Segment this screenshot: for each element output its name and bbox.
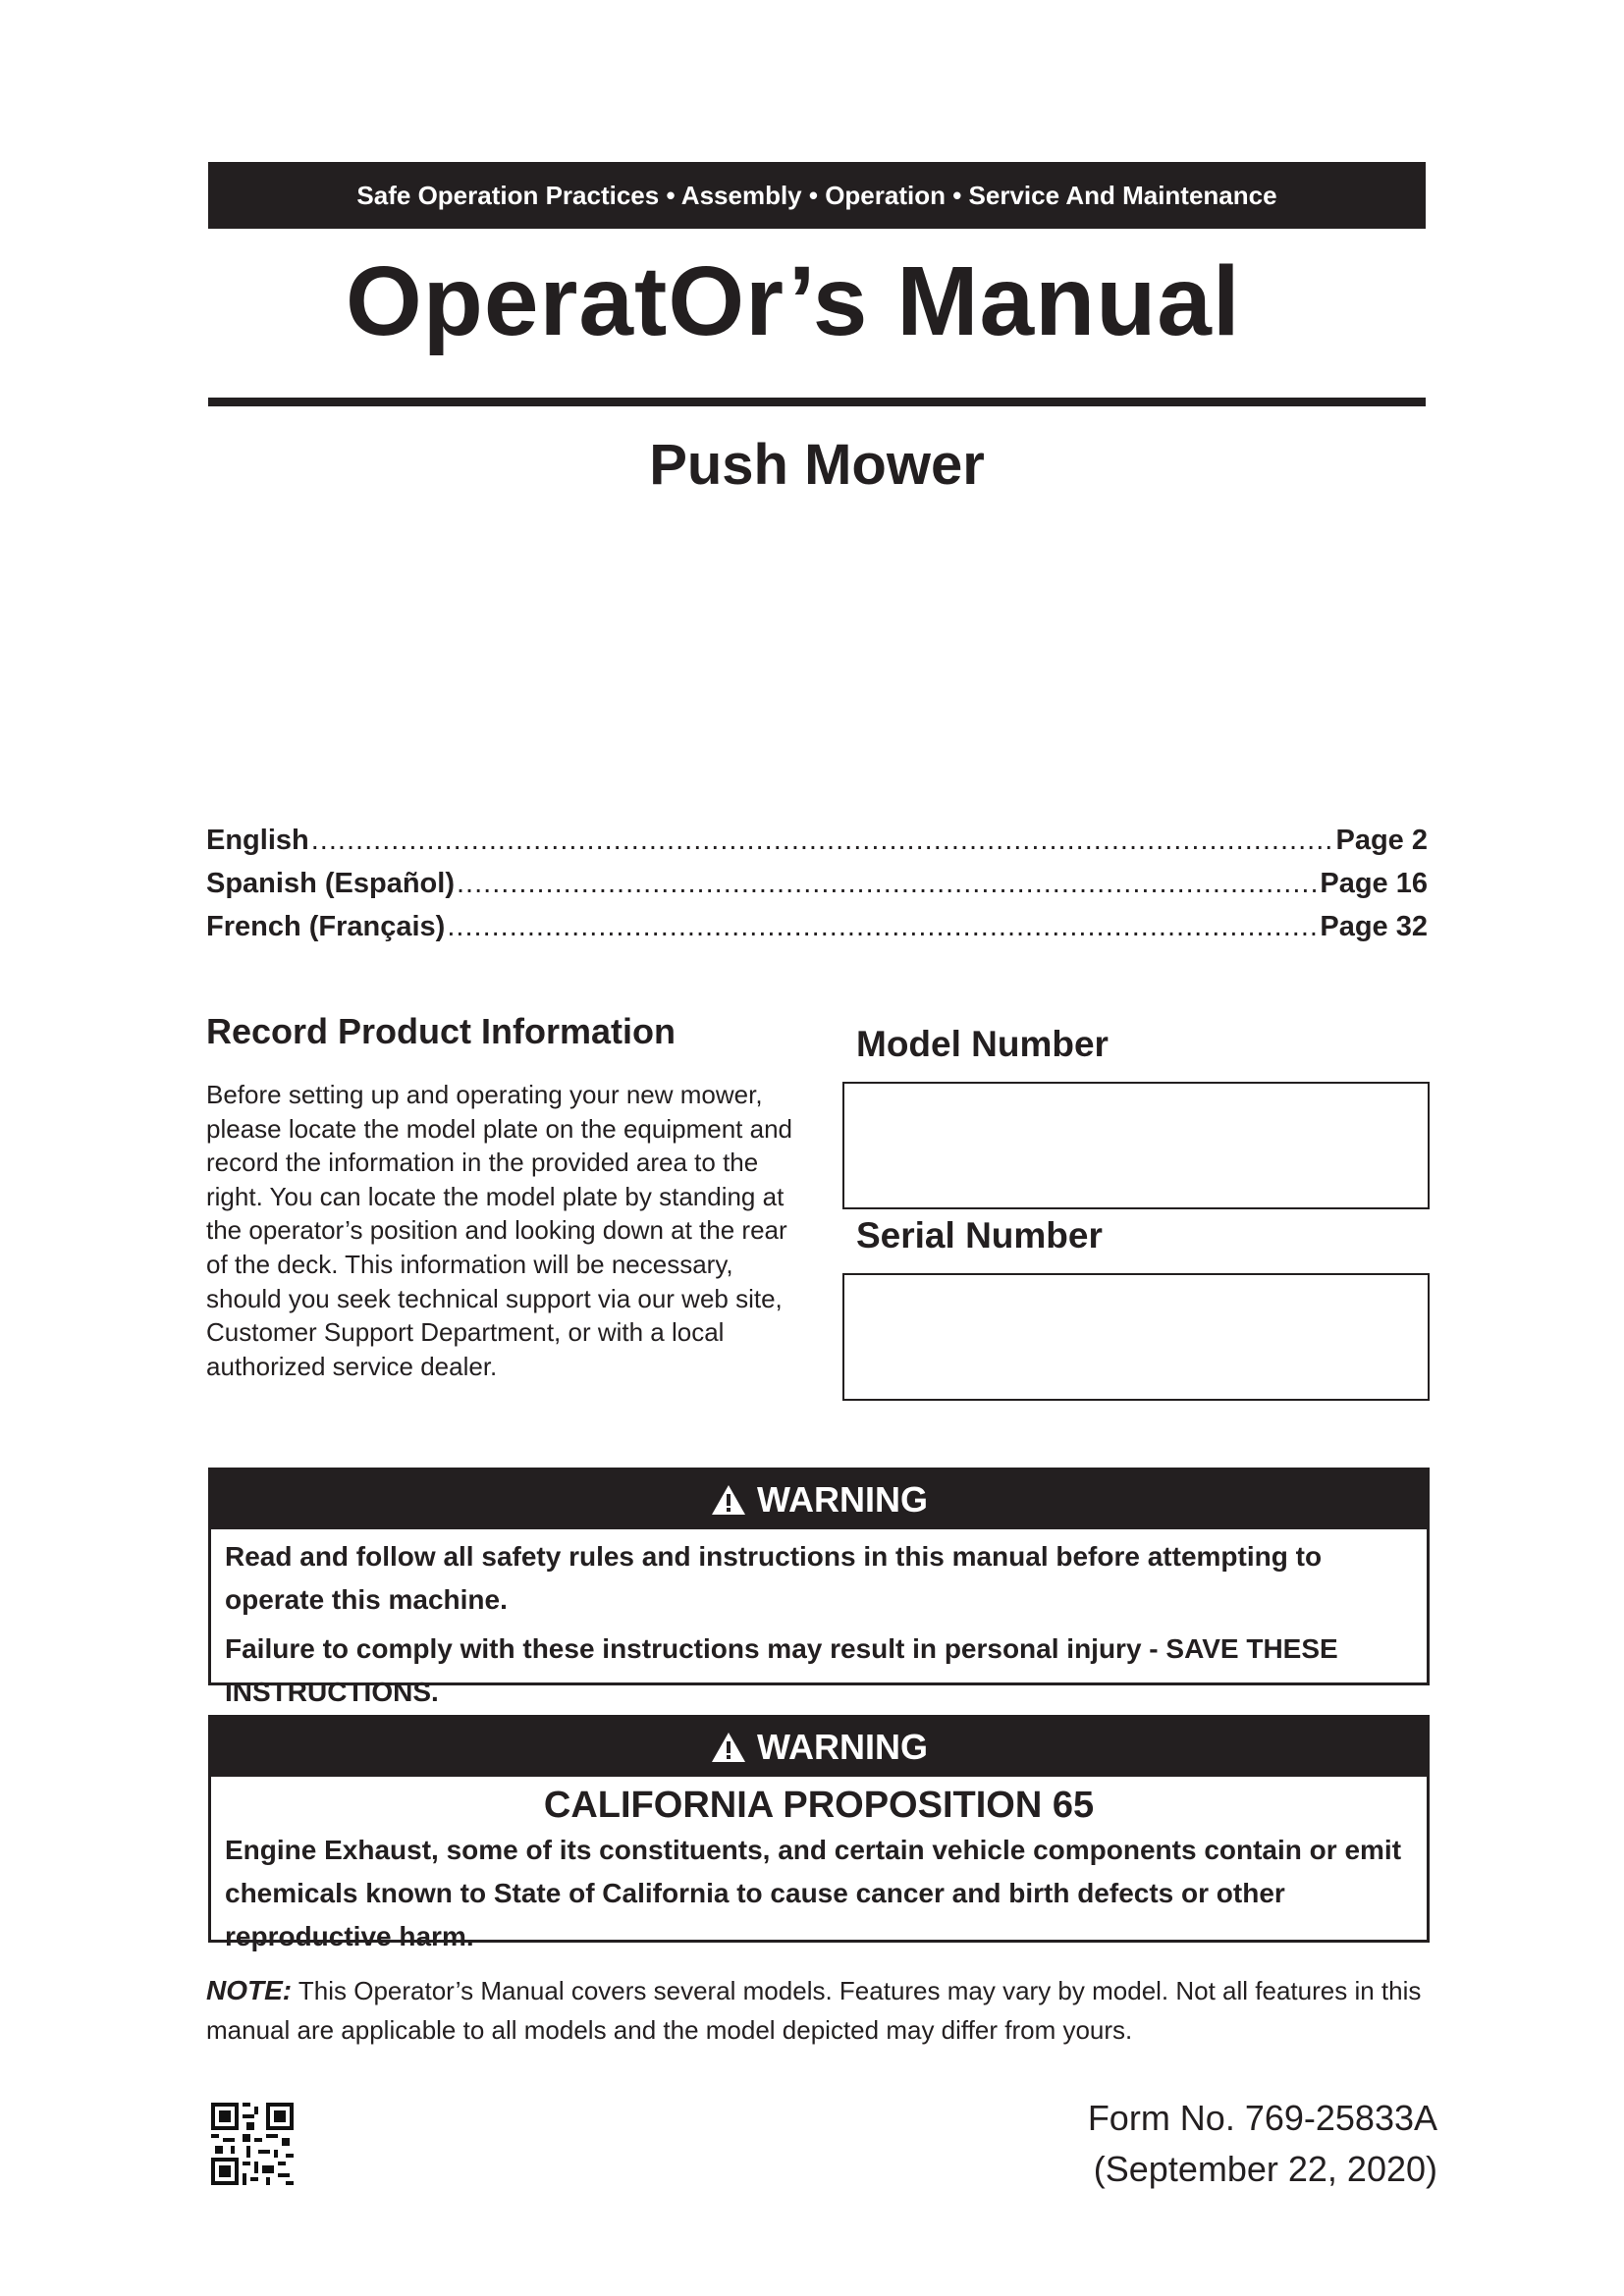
warning-header — [211, 1470, 1427, 1529]
prop65-title: CALIFORNIA PROPOSITION 65 — [543, 1785, 1095, 1826]
toc-language: Spanish (Español) — [206, 868, 455, 899]
toc-language: English — [206, 825, 309, 856]
model-number-label: Model Number — [856, 1024, 1109, 1064]
form-info — [1088, 2093, 1437, 2195]
note-text: This Operator’s Manual covers several models. Features may vary by model. Not all features in this manual are applicable to all models and the model depicted may differ from yours. — [206, 1976, 1422, 2045]
toc-leader — [457, 868, 1318, 900]
toc-row-spanish[interactable] — [206, 868, 1428, 911]
prop65-warning-box — [208, 1715, 1430, 1951]
warning-triangle-icon — [710, 1731, 747, 1764]
title-divider — [208, 398, 1426, 406]
language-index — [206, 825, 1428, 954]
warning-header — [211, 1718, 1427, 1777]
product-subtitle: Push Mower — [649, 433, 985, 497]
toc-language: French (Français) — [206, 911, 446, 942]
form-number: Form No. 769-25833A — [1087, 2098, 1437, 2138]
record-info-body: Before setting up and operating your new mower, please locate the model plate on the equipment and record the information in the provided area to the right. You can locate the model plate by standing at the operator’s position and looking down at the rear of the deck. This information will be necessary, should you seek technical support via our web site, Customer Support Department, or with a local authorized service dealer. — [206, 1080, 792, 1381]
topbar-text: Safe Operation Practices • Assembly • Operation • Service And Maintenance — [356, 180, 1277, 210]
warning-save-instructions: Failure to comply with these instructions may result in personal injury - SAVE THESE INSTRUCTIONS. — [225, 1633, 1338, 1707]
serial-number-label: Serial Number — [856, 1215, 1103, 1255]
warning-instruction: Read and follow all safety rules and instructions in this manual before attempting to operate this machine. — [225, 1541, 1323, 1615]
manual-title: OperatOr’s Manual — [346, 246, 1241, 356]
models-note — [206, 1971, 1424, 2050]
warning-label: WARNING — [757, 1479, 928, 1520]
warning-triangle-icon — [710, 1483, 747, 1517]
qr-code-icon — [211, 2103, 294, 2185]
safety-warning-box — [208, 1468, 1430, 1707]
model-number-field[interactable] — [842, 1082, 1430, 1209]
toc-row-english[interactable] — [206, 825, 1428, 868]
toc-leader — [447, 911, 1318, 943]
record-info-heading: Record Product Information — [206, 1011, 677, 1051]
serial-number-field[interactable] — [842, 1273, 1430, 1401]
note-label: NOTE: — [206, 1975, 293, 2005]
topbar-banner — [208, 162, 1426, 229]
toc-leader — [311, 825, 1334, 857]
warning-label: WARNING — [757, 1727, 928, 1767]
toc-page: Page 16 — [1320, 868, 1428, 899]
toc-page: Page 32 — [1320, 911, 1428, 942]
form-date: (September 22, 2020) — [1093, 2149, 1437, 2189]
toc-row-french[interactable] — [206, 911, 1428, 954]
toc-page: Page 2 — [1335, 825, 1428, 856]
prop65-text: Engine Exhaust, some of its constituents, and certain vehicle components contain or emit chemicals known to State of California to cause cancer and birth defects or other reproductive harm. — [225, 1835, 1402, 1951]
